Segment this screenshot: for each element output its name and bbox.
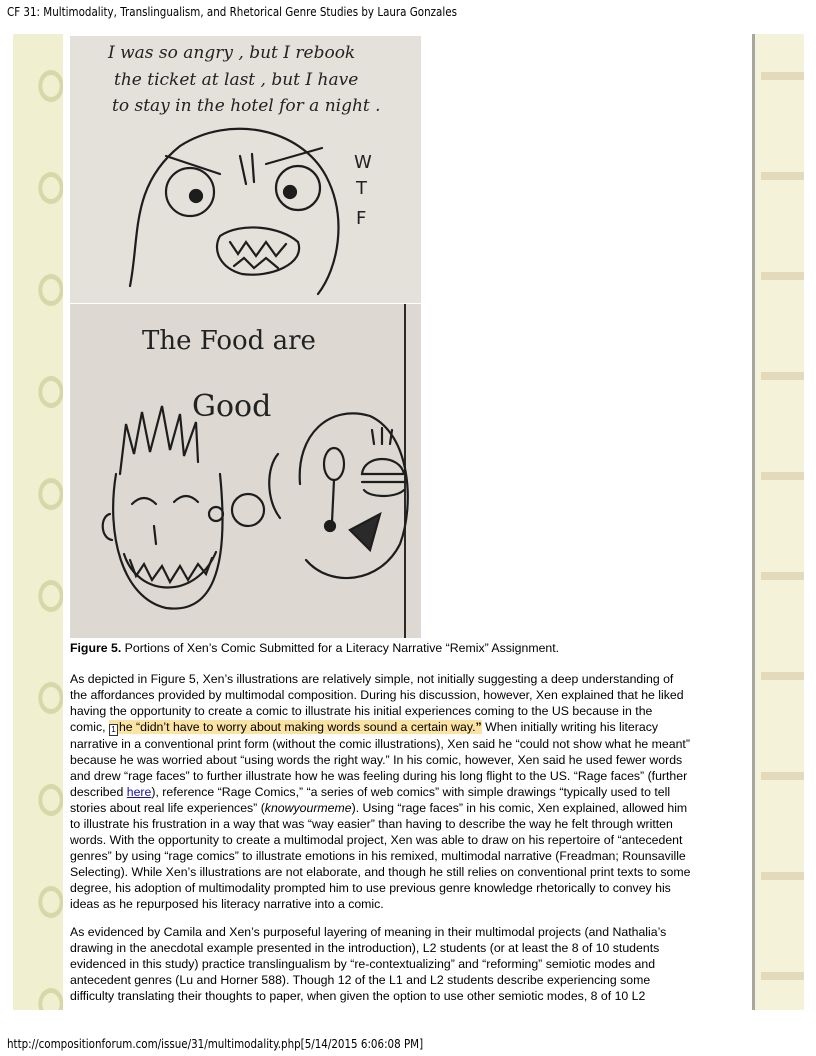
comic-side-letter-f: F [356,208,367,229]
paragraph-text: stories about real life experiences” ( [70,801,265,815]
paragraph-line: As evidenced by Camila and Xen’s purposeful layering of meaning in their multimodal projects (and Nathalia’s [70,925,667,939]
right-border-pattern [761,34,804,1010]
paragraph-line-with-highlight [70,719,746,736]
highlighted-quote-text: he “didn’t have to worry about making words sound a certain way. [118,720,476,734]
figure-caption-text: Portions of Xen’s Comic Submitted for a Literacy Narrative “Remix” Assignment. [121,641,560,655]
paragraph-line: the affordances provided by multimodal composition. During his discussion, however, Xen explained that he liked [70,688,684,702]
rage-faces-here-link[interactable]: here [126,785,152,799]
comic-food-drawing [70,304,421,638]
comic-panel-bottom [70,304,421,638]
paragraph-translingualism [70,924,746,1004]
paragraph-line: Selecting). While Xen’s illustrations are not elaborate, and though he still relies on conventional print texts to some [70,865,691,879]
comic-rage-face-drawing [70,36,421,303]
comic-text-line-1: I was so angry , but I rebook [108,43,356,63]
print-footer-url: http://compositionforum.com/issue/31/multimodality.php[5/14/2015 6:06:08 PM] [7,1037,424,1051]
paragraph-xen-analysis [70,671,746,912]
paragraph-line: antecedent genres (Lu and Horner 588). Though 12 of the L1 and L2 students describe experiencing some [70,973,651,987]
left-decorative-border [13,34,63,1010]
paragraph-line: narrative in a conventional print form (without the comic illustrations), Xen said he “could not show what he meant” [70,737,690,751]
comment-marker-icon[interactable]: 1 [109,724,118,736]
paragraph-line: because he was worried about “using words the right way.” In his comic, however, Xen said he used fewer words [70,753,683,767]
paragraph-line: As depicted in Figure 5, Xen’s illustrations are relatively simple, not initially suggesting a deep understanding of [70,672,674,686]
comic-side-letter-t: T [356,178,367,199]
paragraph-line: drawing in the anecdotal example presented in the introduction), L2 students (or at least the 8 of 10 students [70,941,660,955]
paragraph-line: degree, his adoption of multimodality prompted him to use previous genre knowledge rhetorically to convey his [70,881,671,895]
comic-panel-top [70,36,421,303]
paragraph-line: ideas as he repurposed his literacy narrative into a comic. [70,897,384,911]
paragraph-line: words. With the opportunity to create a multimodal project, Xen was able to draw on his repertoire of “antecedent [70,833,683,847]
paragraph-line: difficulty translating their thoughts to paper, when given the option to use other semiotic modes, 8 of 10 L2 [70,989,646,1003]
paragraph-text: ), reference “Rage Comics,” “a series of web comics” with simple drawings “typically used to tell [151,785,671,799]
paragraph-line: having the opportunity to create a comic to illustrate his initial experiences coming to the US because in the [70,704,653,718]
article-content [70,36,746,1006]
figure-caption [70,641,746,656]
paragraph-text: described [70,785,127,799]
comic-food-title-2: Good [192,389,272,424]
comic-side-letter-w: W [354,152,372,173]
figure-label: Figure 5. [70,641,122,655]
highlighted-quote[interactable] [109,720,482,734]
comic-text-line-3: to stay in the hotel for a night . [112,96,381,116]
paragraph-text: When initially writing his literacy [481,720,658,734]
paragraph-line: genres” by using “rage comics” to illustrate emotions in his remixed, multimodal narrative (Freadman; Rounsaville [70,849,686,863]
right-decorative-border [752,34,804,1010]
paragraph-text: comic, [70,720,109,734]
comic-food-title: The Food are [142,326,316,356]
paragraph-line: to illustrate his frustration in a way that was “way easier” than having to describe the way he felt through written [70,817,673,831]
comic-text-line-2: the ticket at last , but I have [114,70,359,90]
paragraph-line: and drew “rage faces” to further illustrate how he was feeling during his long flight to the US. “Rage faces” (further [70,769,688,783]
paragraph-line: evidenced in this study) practice translingualism by “re-contextualizing” and “reforming” semiotic modes and [70,957,656,971]
print-header: CF 31: Multimodality, Translingualism, and Rhetorical Genre Studies by Laura Gonzales [7,5,457,19]
paragraph-line-with-link [70,784,746,800]
paragraph-line-with-citation [70,800,746,816]
highlighted-quote-end: ” [475,720,482,734]
paragraph-text: ). Using “rage faces” in his comic, Xen explained, allowed him [351,801,688,815]
citation-knowyourmeme: knowyourmeme [264,801,352,815]
